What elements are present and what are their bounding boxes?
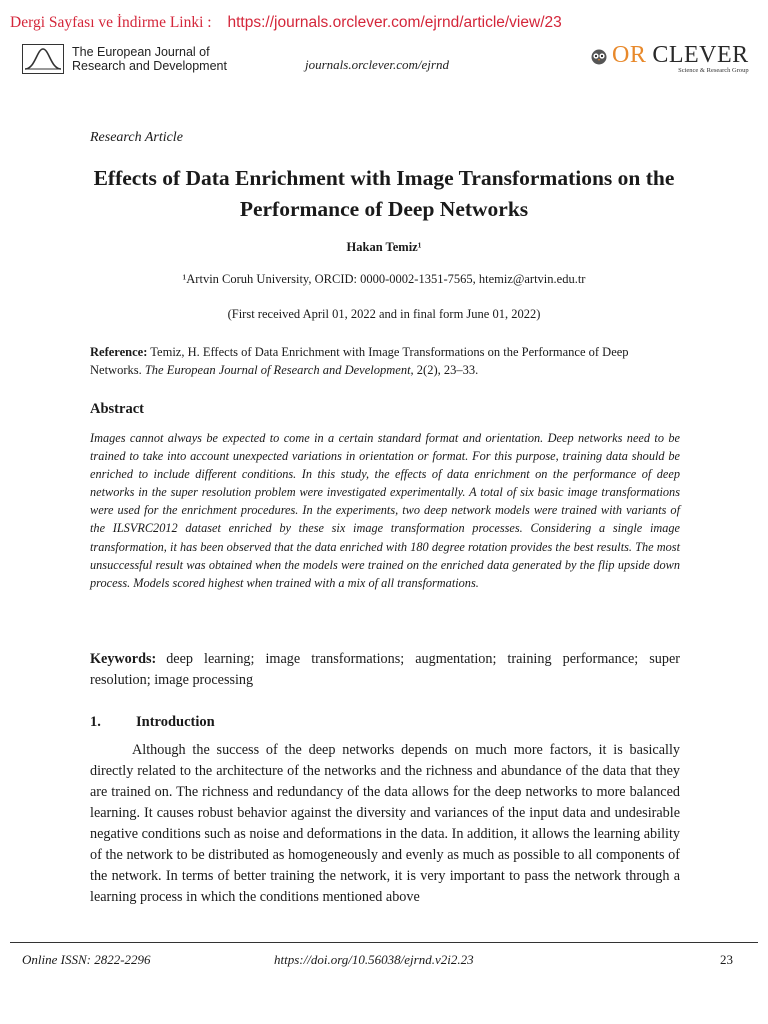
section-heading-introduction [90,714,215,731]
received-dates: (First received April 01, 2022 and in final form June 01, 2022) [227,307,541,321]
reference-journal: The European Journal of Research and Development, [144,363,414,377]
reference-label: Reference: [90,345,148,359]
reference-volume: 2(2), 23–33. [416,363,479,377]
footer-divider [10,942,758,943]
footer-issn: Online ISSN: 2822-2296 [22,952,151,967]
download-label: Dergi Sayfası ve İndirme Linki : [10,14,212,31]
footer-doi-link[interactable]: https://doi.org/10.56038/ejrnd.v2i2.23 [274,952,474,967]
publisher-clever: CLEVER [652,42,749,68]
journal-name-line1: The European Journal of [72,45,210,59]
journal-logo [22,44,227,74]
download-link-line [10,14,562,32]
footer-page-number: 23 [720,952,733,967]
article-type: Research Article [90,130,183,145]
reference-text: Temiz, H. Effects of Data Enrichment with Image Transformations on the Performance of Deep Networks. [90,345,629,377]
section-number: 1. [90,714,101,730]
author-affiliation: ¹Artvin Coruh University, ORCID: 0000-0002-1351-7565, htemiz@artvin.edu.tr [182,272,586,286]
keywords-text: deep learning; image transformations; augmentation; training performance; super resolution; image processing [90,651,680,688]
journal-name [72,45,227,73]
journal-name-line2: Research and Development [72,59,227,73]
publisher-subtitle: Science & Research Group [678,67,749,74]
abstract-text: Images cannot always be expected to come in a certain standard format and orientation. Deep networks need to be trained to take into account unexpected variations in orientation or format. For this purpose, training data should be enriched to include different conditions. In this study, the effects of data enrichment on the performance of deep networks in the super resolution problem were investigated experimentally. A total of six basic image transformations were used for the enrichment procedures. In the experiments, two deep network models were trained with variants of the ILSVRC2012 dataset enriched by these six image transformation processes. Considering a single image transformation, it has been observed that the data enriched with 180 degree rotation provides the best results. The most unsuccessful result was obtained when the models were trained on the enriched data generated by the flip upside down process. Models scored highest when trained with a mix of all transformations. [90,431,680,590]
article-title: Effects of Data Enrichment with Image Transformations on the Performance of Deep Networks [93,166,675,221]
reference-block [90,343,680,379]
owl-logo-icon [590,47,608,65]
publisher-or: OR [612,42,647,68]
author-name: Hakan Temiz¹ [346,240,422,254]
keywords-label: Keywords: [90,651,157,667]
publisher-wordmark [612,42,749,74]
keywords-block [90,649,680,691]
publisher-logo [590,42,749,74]
bell-curve-logo-icon [22,44,64,74]
download-url-link[interactable]: https://journals.orclever.com/ejrnd/article/view/23 [227,14,562,31]
abstract-heading: Abstract [90,401,144,417]
section-title: Introduction [136,714,215,730]
introduction-paragraph: Although the success of the deep networks depends on much more factors, it is basically directly related to the architecture of the networks and the richness and abundance of the data that they are trained on. The richness and redundancy of the data allows for the deep networks to more balanced learning. It causes robust behavior against the diversity and variances of the input data and undesirable negative conditions such as noise and deformations in the data. In addition, it allows the learning ability of the network to be distributed as homogeneously and evenly as much as possible to all components of the network. In terms of better training the network, it is very important to pass the network through a learning process in which the conditions mentioned above [90,742,680,905]
journal-url[interactable]: journals.orclever.com/ejrnd [305,57,449,72]
